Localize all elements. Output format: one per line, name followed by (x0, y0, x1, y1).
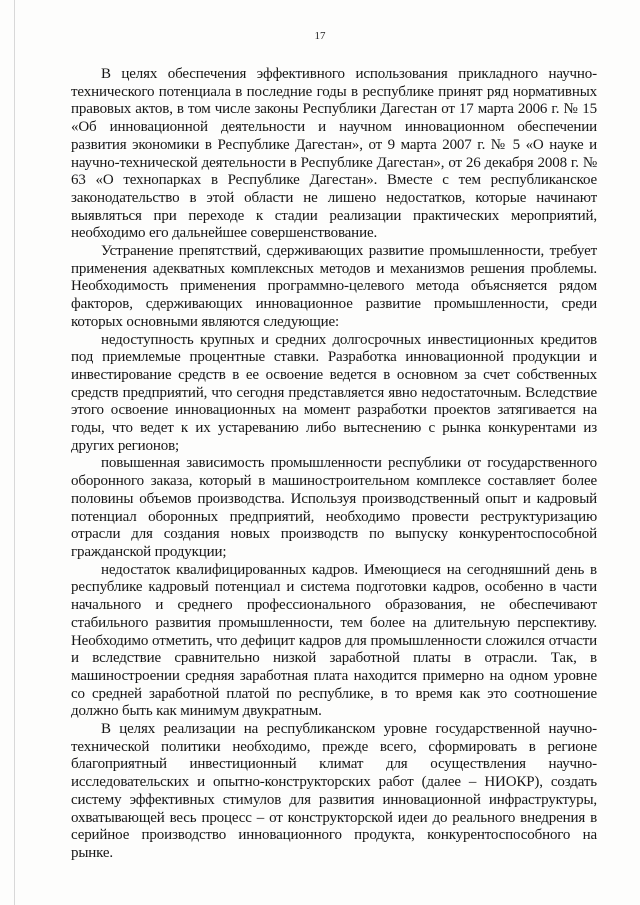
paragraph-policy-goals: В целях реализации на республиканском уровне государственной научно-технической политики необходимо, прежде всего, сформировать в регионе благоприятный инвестиционный климат для осуществления научно-исследовательских и опытно-конструкторских работ (далее – НИОКР), создать систему эффективных стимулов для развития инновационной инфраструктуры, охватывающей весь процесс – от конструкторской идеи до реального внедрения в серийное производство инновационного продукта, конкурентоспособного на рынке. (71, 721, 597, 861)
paragraph-defense-dependency: повышенная зависимость промышленности республики от государственного оборонного заказа, который в машиностроительном комплексе составляет более половины объемов производства. Используя производственный опыт и кадровый потенциал оборонных предприятий, необходимо провести реструктуризацию отрасли для создания новых производств по выпуску конкурентоспособной гражданской продукции; (71, 455, 597, 560)
document-body (71, 66, 597, 863)
paragraph-staff-shortage: недостаток квалифицированных кадров. Имеющиеся на сегодняшний день в республике кадровый потенциал и система подготовки кадров, особенно в части начального и среднего профессионального образования, не обеспечивают стабильного развития промышленности, тем более на длительную перспективу. Необходимо отметить, что дефицит кадров для промышленности сложился отчасти и вследствие сравнительно низкой заработной платы в отрасли. Так, в машиностроении средняя заработная плата находится примерно на одном уровне со средней заработной платой по республике, в то время как это соотношение должно быть как минимум двукратным. (71, 561, 597, 720)
paragraph-credit-access: недоступность крупных и средних долгосрочных инвестиционных кредитов под приемлемые процентные ставки. Разработка инновационной продукции и инвестирование средств в ее освоение ведется в основном за счет собственных средств предприятий, что сегодня представляется явно недостаточным. Вследствие этого освоение инновационных на момент разработки проектов затягивается на годы, что ведет к их устареванию либо вытеснению с рынка конкурентами из других регионов; (71, 331, 597, 454)
paragraph-obstacles: Устранение препятствий, сдерживающих развитие промышленности, требует применения адекватных комплексных методов и механизмов решения проблемы. Необходимость применения программно-целевого метода объясняется рядом факторов, сдерживающих инновационное развитие промышленности, среди которых основными являются следующие: (71, 243, 597, 330)
page-number: 17 (314, 30, 326, 42)
scan-edge-line (14, 0, 15, 905)
paragraph-legislation: В целях обеспечения эффективного использования прикладного научно-технического потенциала в последние годы в республике принят ряд нормативных правовых актов, в том числе законы Республики Дагестан от 17 марта 2006 г. № 15 «Об инновационной деятельности и научном инновационном обеспечении развития экономики в Республике Дагестан», от 9 марта 2007 г. № 5 «О науке и научно-технической деятельности в Республике Дагестан», от 26 декабря 2008 г. № 63 «О технопарках в Республике Дагестан». Вместе с тем республиканское законодательство в этой области не лишено недостатков, которые начинают выявляться при переходе к стадии реализации практических мероприятий, необходимо его дальнейшее совершенствование. (71, 66, 597, 242)
